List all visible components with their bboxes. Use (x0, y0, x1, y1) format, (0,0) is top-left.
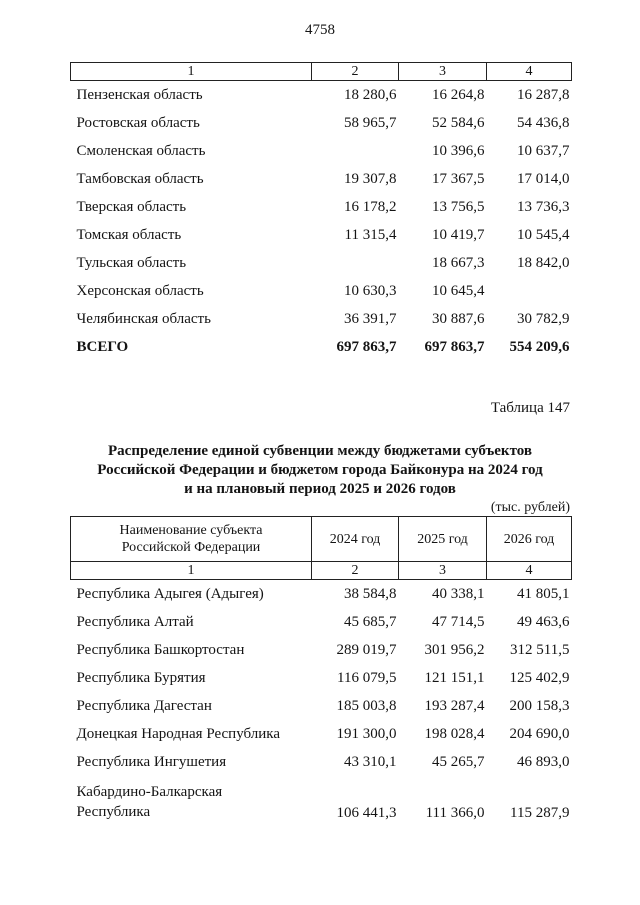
value-2024: 18 280,6 (344, 87, 397, 103)
value-2025: 10 419,7 (432, 227, 485, 243)
table-row (71, 193, 572, 221)
table-title-line: и на плановый период 2025 и 2026 годов (184, 481, 456, 497)
subject-name: Республика Адыгея (Адыгея) (76, 586, 264, 602)
value-2024: 289 019,7 (336, 642, 397, 658)
value-2025: 13 756,5 (432, 199, 485, 215)
value-2024: 11 315,4 (344, 227, 397, 243)
table-row (71, 636, 572, 664)
value-2026: 49 463,6 (517, 614, 570, 630)
value-2026: 312 511,5 (510, 642, 570, 658)
subject-name: Томская область (76, 227, 182, 243)
value-2025: 17 367,5 (432, 171, 485, 187)
total-label: ВСЕГО (76, 339, 129, 355)
value-2024: 10 630,3 (344, 283, 397, 299)
table-title-line: Распределение единой субвенции между бюджетами субъектов (108, 443, 532, 459)
column-index: 3 (399, 562, 487, 580)
value-2024: 106 441,3 (336, 805, 397, 821)
value-2026: 18 842,0 (517, 255, 570, 271)
column-index: 2 (312, 562, 399, 580)
subject-name: Тамбовская область (76, 171, 204, 187)
value-2025: 40 338,1 (432, 586, 485, 602)
table-label: Таблица 147 (490, 400, 570, 416)
value-2024 (312, 137, 399, 165)
value-2024: 43 310,1 (344, 754, 397, 770)
total-row (71, 333, 572, 361)
column-index-row (71, 63, 572, 81)
value-2025: 121 151,1 (424, 670, 485, 686)
table-title-line: Российской Федерации и бюджетом города Байконура на 2024 год (97, 462, 543, 478)
column-index-row (71, 562, 572, 580)
table-row (71, 692, 572, 720)
value-2025: 30 887,6 (432, 311, 485, 327)
subject-name: Херсонская область (76, 283, 204, 299)
table-row (71, 664, 572, 692)
value-2025: 198 028,4 (424, 726, 485, 742)
subject-name-line: Кабардино-Балкарская (76, 784, 223, 800)
subject-name: Республика Алтай (76, 614, 194, 630)
header-year: 2026 год (487, 517, 572, 562)
total-2025: 697 863,7 (424, 339, 485, 355)
value-2025: 111 366,0 (425, 805, 485, 821)
value-2024: 16 178,2 (344, 199, 397, 215)
value-2025: 301 956,2 (424, 642, 485, 658)
subject-name: Пензенская область (76, 87, 203, 103)
value-2026: 17 014,0 (517, 171, 570, 187)
table-row (71, 137, 572, 165)
value-2025: 52 584,6 (432, 115, 485, 131)
column-index: 3 (399, 63, 487, 81)
subject-name: Челябинская область (76, 311, 211, 327)
table-row (71, 580, 572, 609)
units-note: (тыс. рублей) (490, 500, 570, 515)
header-line: Российской Федерации (121, 540, 261, 555)
value-2024 (312, 249, 399, 277)
value-2025: 193 287,4 (424, 698, 485, 714)
value-2025: 16 264,8 (432, 87, 485, 103)
value-2024: 36 391,7 (344, 311, 397, 327)
subject-name: Республика Ингушетия (76, 754, 227, 770)
value-2026: 115 287,9 (510, 805, 570, 821)
header-year: 2024 год (312, 517, 399, 562)
value-2026: 200 158,3 (509, 698, 570, 714)
column-index: 4 (487, 562, 572, 580)
table-row (71, 277, 572, 305)
table-row (71, 109, 572, 137)
table-row (71, 305, 572, 333)
header-row (71, 517, 572, 562)
column-index: 1 (71, 63, 312, 81)
value-2026: 13 736,3 (517, 199, 570, 215)
column-index: 4 (487, 63, 572, 81)
table-row (71, 776, 572, 826)
value-2026: 41 805,1 (517, 586, 570, 602)
value-2026: 10 545,4 (517, 227, 570, 243)
value-2025: 45 265,7 (432, 754, 485, 770)
value-2024: 45 685,7 (344, 614, 397, 630)
total-2026: 554 209,6 (509, 339, 570, 355)
subject-name: Республика Дагестан (76, 698, 212, 714)
table-row (71, 608, 572, 636)
value-2024: 185 003,8 (336, 698, 397, 714)
table-row (71, 221, 572, 249)
value-2024: 116 079,5 (337, 670, 397, 686)
value-2024: 38 584,8 (344, 586, 397, 602)
page-number: 4758 (305, 22, 335, 38)
total-2024: 697 863,7 (336, 339, 397, 355)
table-row (71, 748, 572, 776)
table-row (71, 720, 572, 748)
value-2026: 125 402,9 (509, 670, 570, 686)
value-2026 (487, 277, 572, 305)
subject-name: Тверская область (76, 199, 187, 215)
subject-name: Республика Башкортостан (76, 642, 245, 658)
subject-name-line: Республика (76, 804, 151, 820)
subject-name (71, 776, 312, 826)
value-2024: 191 300,0 (336, 726, 397, 742)
column-index: 1 (71, 562, 312, 580)
subvention-table (70, 516, 572, 826)
value-2026: 30 782,9 (517, 311, 570, 327)
value-2025: 47 714,5 (432, 614, 485, 630)
subject-name: Республика Бурятия (76, 670, 206, 686)
value-2026: 16 287,8 (517, 87, 570, 103)
value-2026: 54 436,8 (517, 115, 570, 131)
value-2024: 19 307,8 (344, 171, 397, 187)
table-row (71, 165, 572, 193)
subject-name: Тульская область (76, 255, 187, 271)
header-subject-name (71, 517, 312, 562)
table-row (71, 249, 572, 277)
value-2024: 58 965,7 (344, 115, 397, 131)
header-year: 2025 год (399, 517, 487, 562)
subject-name: Смоленская область (76, 143, 206, 159)
column-index: 2 (312, 63, 399, 81)
table-title (60, 442, 580, 499)
value-2026: 10 637,7 (517, 143, 570, 159)
subject-name: Донецкая Народная Республика (76, 726, 280, 742)
table-row (71, 81, 572, 110)
value-2026: 46 893,0 (517, 754, 570, 770)
value-2025: 10 396,6 (432, 143, 485, 159)
value-2026: 204 690,0 (509, 726, 570, 742)
value-2025: 10 645,4 (432, 283, 485, 299)
subject-name: Ростовская область (76, 115, 200, 131)
value-2025: 18 667,3 (432, 255, 485, 271)
continuation-table (70, 62, 572, 361)
header-line: Наименование субъекта (119, 523, 263, 538)
